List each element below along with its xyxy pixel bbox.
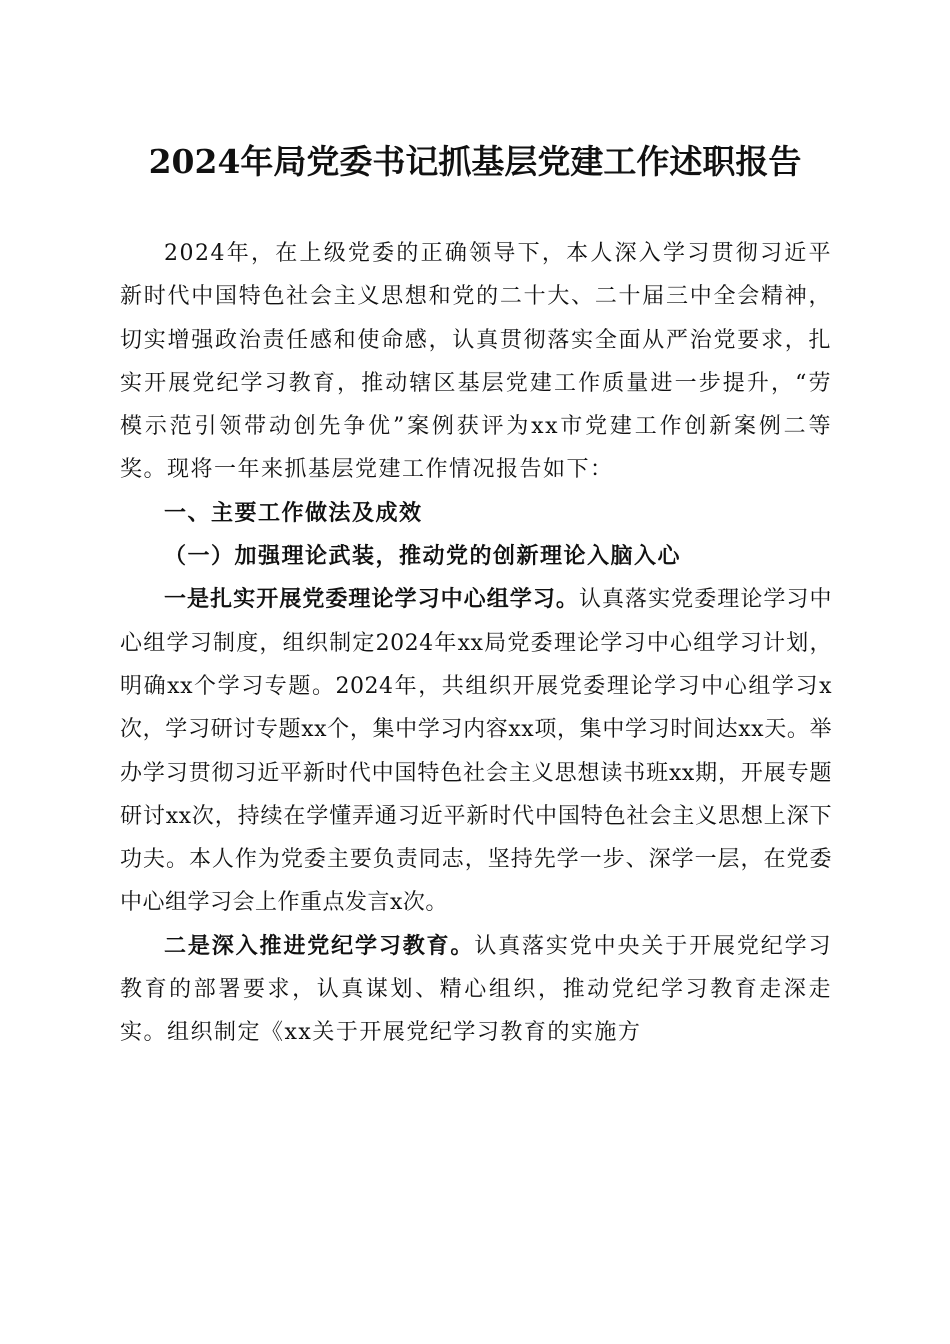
section-heading: 一、主要工作做法及成效 (164, 500, 423, 526)
subsection-heading: （一）加强理论武装，推动党的创新理论入脑入心 (164, 543, 682, 570)
item-2-lead: 二是深入推进党纪学习教育。 (164, 932, 475, 959)
document-body (120, 232, 832, 1055)
document-title: 2024年局党委书记抓基层党建工作述职报告 (148, 142, 802, 181)
item-paragraph-2 (120, 925, 832, 1055)
item-1-body: 认真落实党委理论学习中心组学习制度，组织制定2024年xx局党委理论学习中心组学习计划，明确xx个学习专题。2024年，共组织开展党委理论学习中心组学习x次，学习研讨专题xx个，集中学习内容xx项，集中学习时间达xx天。举办学习贯彻习近平新时代中国特色社会主义思想读书班xx期，开展专题研讨xx次，持续在学懂弄通习近平新时代中国特色社会主义思想上深下功夫。本人作为党委主要负责同志，坚持先学一步、深学一层，在党委中心组学习会上作重点发言x次。 (120, 587, 832, 916)
item-2-body: 认真落实党中央关于开展党纪学习教育的部署要求，认真谋划、精心组织，推动党纪学习教育走深走实。组织制定《xx关于开展党纪学习教育的实施方 (120, 933, 832, 1046)
intro-paragraph: 2024年，在上级党委的正确领导下，本人深入学习贯彻习近平新时代中国特色社会主义思想和党的二十大、二十届三中全会精神，切实增强政治责任感和使命感，认真贯彻落实全面从严治党要求，扎实开展党纪学习教育，推动辖区基层党建工作质量进一步提升，“劳模示范引领带动创先争优”案例获评为xx市党建工作创新案例二等奖。现将一年来抓基层党建工作情况报告如下： (120, 241, 832, 483)
item-1-lead: 一是扎实开展党委理论学习中心组学习。 (164, 586, 579, 613)
item-paragraph-1 (120, 578, 832, 924)
